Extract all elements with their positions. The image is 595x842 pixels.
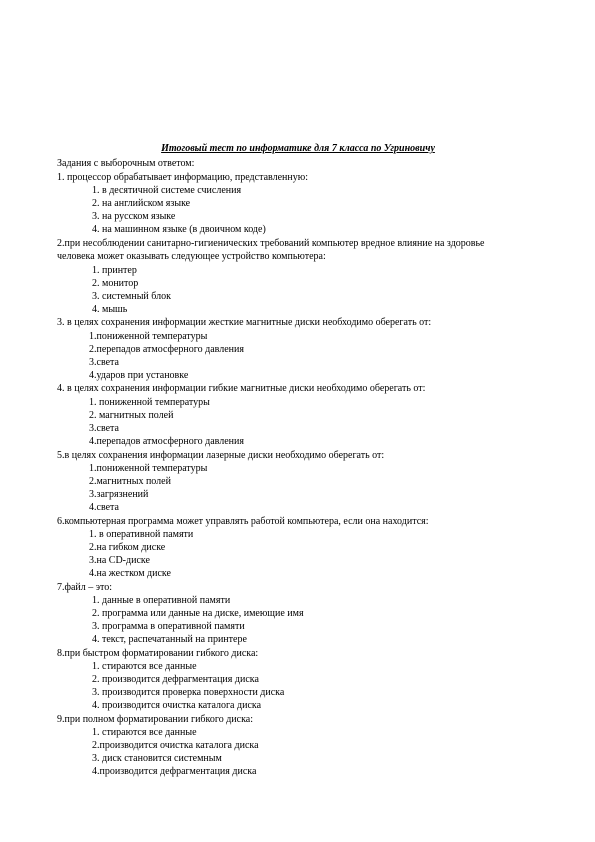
question-2-text: 2.при несоблюдении санитарно-гигиенических требований компьютер вредное влияние на здоровье xyxy=(57,238,485,249)
question-8-option-2: 2. производится дефрагментация диска xyxy=(92,674,259,685)
question-6-option-4: 4.на жестком диске xyxy=(89,568,171,579)
question-5-option-4: 4.света xyxy=(89,502,119,513)
question-2-option-2: 2. монитор xyxy=(92,278,139,289)
question-2-option-1: 1. принтер xyxy=(92,265,137,276)
question-3-option-2: 2.перепадов атмосферного давления xyxy=(89,344,244,355)
question-7-option-1: 1. данные в оперативной памяти xyxy=(92,595,231,606)
question-4-option-2: 2. магнитных полей xyxy=(89,410,174,421)
question-7-option-2: 2. программа или данные на диске, имеющие имя xyxy=(92,608,304,619)
question-1-text: 1. процессор обрабатывает информацию, представленную: xyxy=(57,172,308,183)
question-6-option-2: 2.на гибком диске xyxy=(89,542,166,553)
question-5-option-2: 2.магнитных полей xyxy=(89,476,171,487)
question-4-option-3: 3.света xyxy=(89,423,119,434)
question-6-option-1: 1. в оперативной памяти xyxy=(89,529,194,540)
question-7-text: 7.файл – это: xyxy=(57,582,113,593)
question-7-option-3: 3. программа в оперативной памяти xyxy=(92,621,245,632)
question-6-text: 6.компьютерная программа может управлять работой компьютера, если она находится: xyxy=(57,516,429,527)
question-9-option-3: 3. диск становится системным xyxy=(92,753,222,764)
page-title: Итоговый тест по информатике для 7 класса по Угриновичу xyxy=(161,143,435,154)
question-8-option-1: 1. стираются все данные xyxy=(92,661,197,672)
question-5-option-1: 1.пониженной температуры xyxy=(89,463,208,474)
question-1-option-3: 3. на русском языке xyxy=(92,211,176,222)
question-6-option-3: 3.на CD-диске xyxy=(89,555,150,566)
question-9-text: 9.при полном форматировании гибкого диска: xyxy=(57,714,254,725)
question-5-option-3: 3.загрязнений xyxy=(89,489,149,500)
question-2-option-3: 3. системный блок xyxy=(92,291,171,302)
question-2-text-cont: человека может оказывать следующее устройство компьютера: xyxy=(57,251,326,262)
question-9-option-4: 4.производится дефрагментация диска xyxy=(92,766,257,777)
question-4-option-4: 4.перепадов атмосферного давления xyxy=(89,436,244,447)
question-3-option-3: 3.света xyxy=(89,357,119,368)
question-1-option-1: 1. в десятичной системе счисления xyxy=(92,185,242,196)
question-2-option-4: 4. мышь xyxy=(92,304,128,315)
question-4-option-1: 1. пониженной температуры xyxy=(89,397,210,408)
question-9-option-1: 1. стираются все данные xyxy=(92,727,197,738)
question-8-option-3: 3. производится проверка поверхности диска xyxy=(92,687,285,698)
question-5-text: 5.в целях сохранения информации лазерные диски необходимо оберегать от: xyxy=(57,450,385,461)
question-3-option-4: 4.ударов при установке xyxy=(89,370,189,381)
question-7-option-4: 4. текст, распечатанный на принтере xyxy=(92,634,247,645)
question-1-option-2: 2. на английском языке xyxy=(92,198,191,209)
question-9-option-2: 2.производится очистка каталога диска xyxy=(92,740,259,751)
question-1-option-4: 4. на машинном языке (в двоичном коде) xyxy=(92,224,266,235)
question-4-text: 4. в целях сохранения информации гибкие магнитные диски необходимо оберегать от: xyxy=(57,383,426,394)
question-8-option-4: 4. производится очистка каталога диска xyxy=(92,700,262,711)
question-8-text: 8.при быстром форматировании гибкого диска: xyxy=(57,648,259,659)
question-3-text: 3. в целях сохранения информации жесткие магнитные диски необходимо оберегать от: xyxy=(57,317,432,328)
section-subtitle: Задания с выборочным ответом: xyxy=(57,158,195,169)
question-3-option-1: 1.пониженной температуры xyxy=(89,331,208,342)
